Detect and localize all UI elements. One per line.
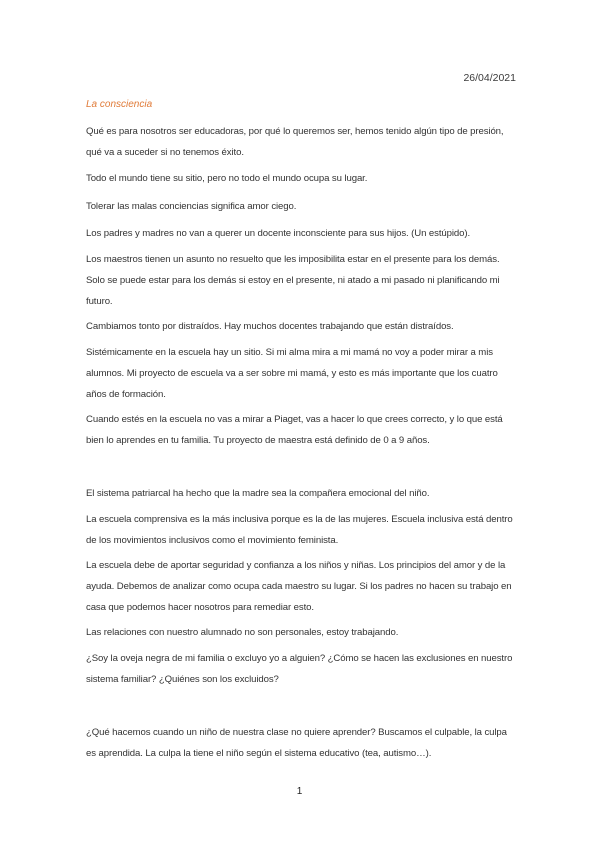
paragraph: Cambiamos tonto por distraídos. Hay muchos docentes trabajando que están distraídos. (86, 321, 454, 332)
paragraph: Tolerar las malas conciencias significa amor ciego. (86, 201, 297, 212)
paragraph: Cuando estés en la escuela no vas a mirar a Piaget, vas a hacer lo que crees correcto, y lo que está bien lo aprendes en tu familia. Tu proyecto de maestra está definido de 0 a 9 años. (86, 414, 503, 446)
paragraph: ¿Qué hacemos cuando un niño de nuestra clase no quiere aprender? Buscamos el culpable, la culpa es aprendida. La culpa la tiene el niño según el sistema educativo (tea, autismo…). (86, 727, 507, 759)
paragraph: Sistémicamente en la escuela hay un sitio. Si mi alma mira a mi mamá no voy a poder mirar a mis alumnos. Mi proyecto de escuela va a ser sobre mi mamá, y esto es más importante que los cuatro años de formación. (86, 347, 498, 400)
paragraph: La escuela comprensiva es la más inclusiva porque es la de las mujeres. Escuela inclusiva está dentro de los movimientos inclusivos como el movimiento feminista. (86, 514, 513, 546)
document-title: La consciencia (86, 99, 153, 110)
paragraph: Los padres y madres no van a querer un docente inconsciente para sus hijos. (Un estúpido). (86, 228, 471, 239)
page-number: 1 (296, 786, 303, 797)
paragraph: ¿Soy la oveja negra de mi familia o excluyo yo a alguien? ¿Cómo se hacen las exclusiones en nuestro sistema familiar? ¿Quiénes son los excluidos? (86, 653, 513, 685)
paragraph: Qué es para nosotros ser educadoras, por qué lo queremos ser, hemos tenido algún tipo de presión, qué va a suceder si no tenemos éxito. (86, 126, 504, 158)
paragraph: La escuela debe de aportar seguridad y confianza a los niños y niñas. Los principios del amor y de la ayuda. Debemos de analizar como ocupa cada maestro su lugar. Si los padres no hacen su trabajo en casa que podemos hacer nosotros para remediar esto. (86, 560, 512, 613)
document-date: 26/04/2021 (463, 72, 516, 84)
paragraph: Los maestros tienen un asunto no resuelto que les imposibilita estar en el presente para los demás. Solo se puede estar para los demás si estoy en el presente, ni atado a mi pasado ni planificando mi futuro. (86, 254, 500, 307)
paragraph: Todo el mundo tiene su sitio, pero no todo el mundo ocupa su lugar. (86, 173, 368, 184)
paragraph: El sistema patriarcal ha hecho que la madre sea la compañera emocional del niño. (86, 488, 430, 499)
paragraph: Las relaciones con nuestro alumnado no son personales, estoy trabajando. (86, 627, 399, 638)
